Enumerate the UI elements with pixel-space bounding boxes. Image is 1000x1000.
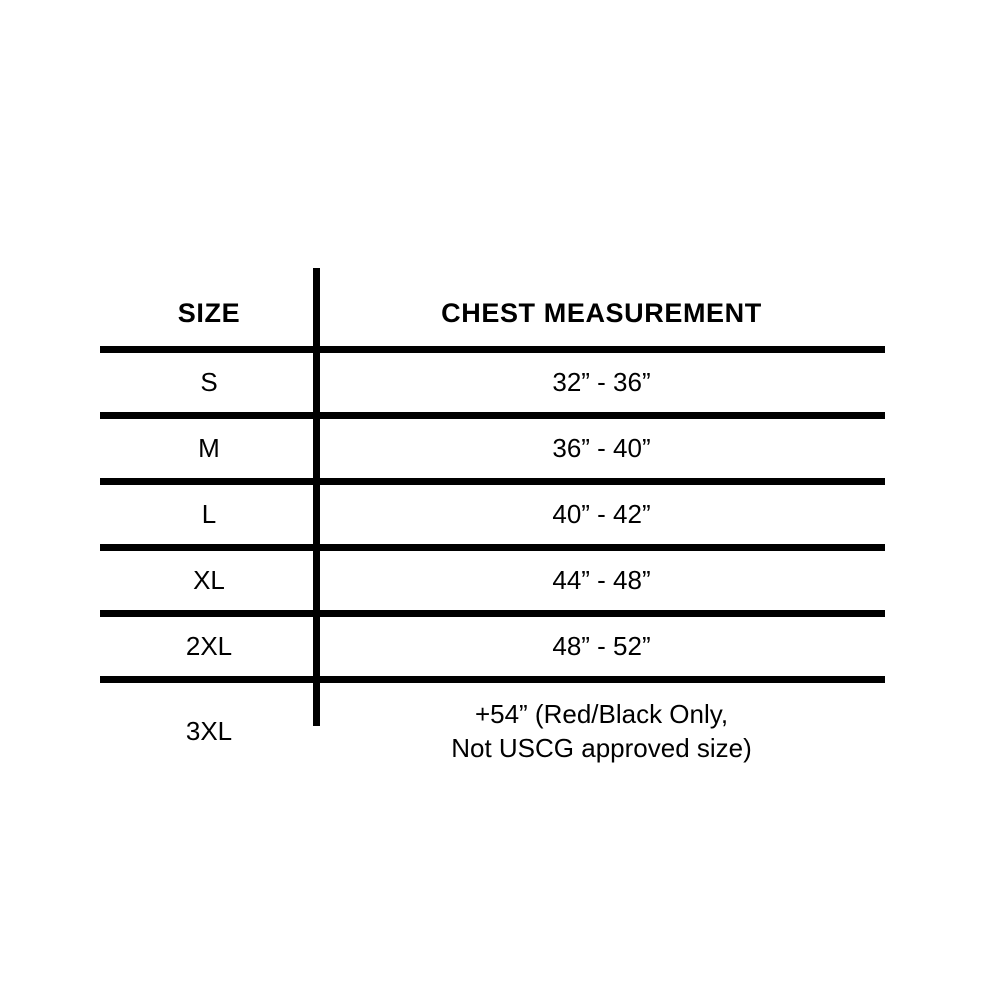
column-header-size: SIZE bbox=[100, 280, 318, 350]
cell-chest-line-1: +54” (Red/Black Only, bbox=[474, 698, 729, 729]
cell-size: M bbox=[100, 416, 318, 482]
cell-size: S bbox=[100, 350, 318, 416]
table-row bbox=[100, 350, 885, 416]
cell-chest: 40” - 42” bbox=[318, 482, 885, 548]
cell-size: XL bbox=[100, 548, 318, 614]
cell-chest: 36” - 40” bbox=[318, 416, 885, 482]
cell-chest: 48” - 52” bbox=[318, 614, 885, 680]
cell-chest bbox=[318, 680, 885, 780]
size-chart-table bbox=[100, 280, 885, 779]
column-divider bbox=[313, 268, 320, 726]
cell-chest: 32” - 36” bbox=[318, 350, 885, 416]
table-row bbox=[100, 482, 885, 548]
cell-chest-line-2: Not USCG approved size) bbox=[451, 733, 752, 763]
cell-size: L bbox=[100, 482, 318, 548]
cell-size: 3XL bbox=[185, 715, 233, 746]
cell-chest: 44” - 48” bbox=[318, 548, 885, 614]
table-row bbox=[100, 548, 885, 614]
table-row bbox=[100, 416, 885, 482]
table-row bbox=[100, 680, 885, 780]
column-header-chest-measurement: CHEST MEASUREMENT bbox=[318, 280, 885, 350]
cell-size: 2XL bbox=[100, 614, 318, 680]
table-header-row bbox=[100, 280, 885, 350]
table-row bbox=[100, 614, 885, 680]
